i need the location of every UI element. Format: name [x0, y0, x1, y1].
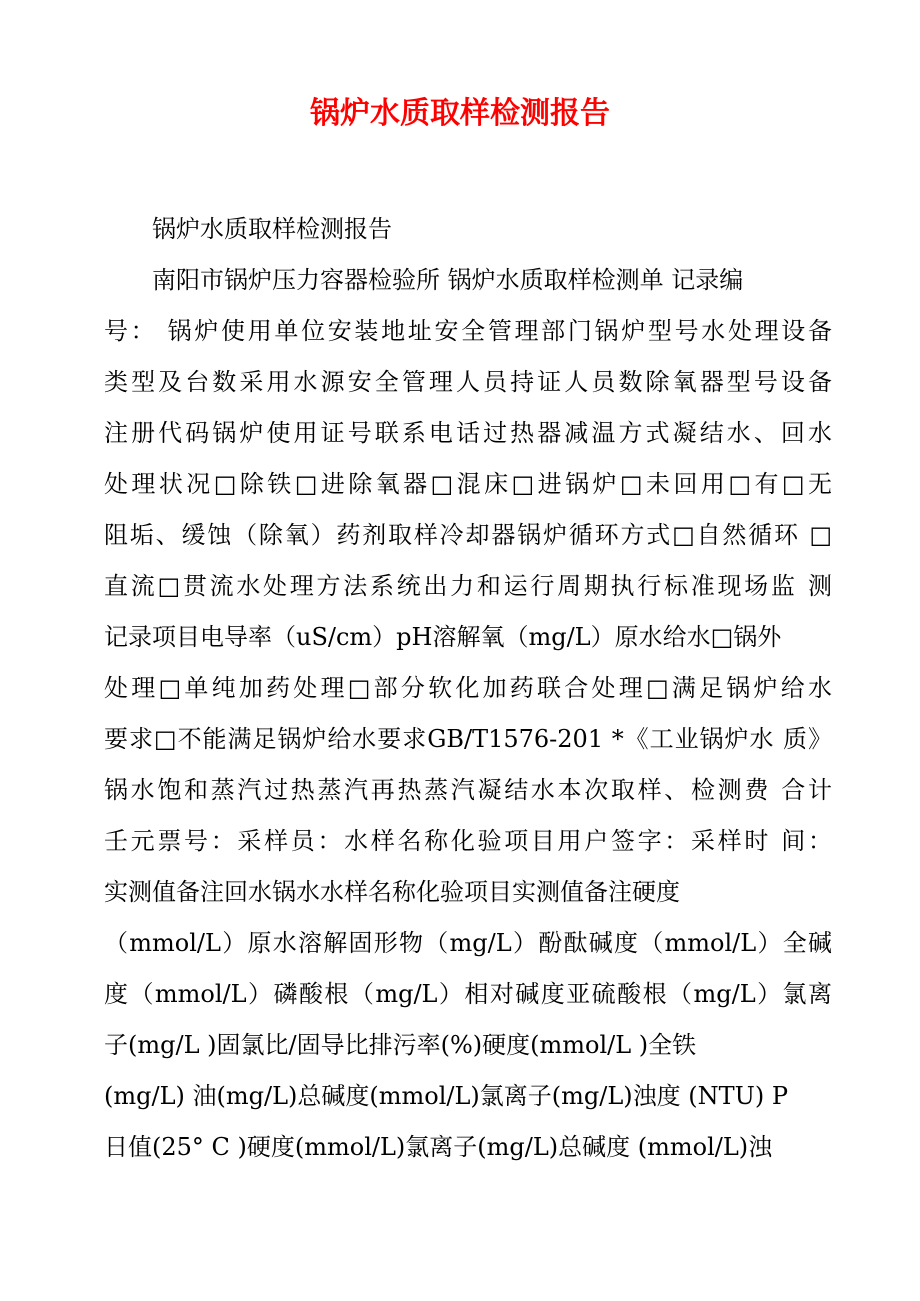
document-title: 锅炉水质取样检测报告 [310, 96, 610, 131]
body-line-13: 实测值备注回水锅水水样名称化验项目实测值备注硬度 [104, 878, 680, 906]
body-line-10: 要求□不能满足锅炉给水要求GB/T1576-201 *《工业锅炉水 质》 [104, 725, 832, 753]
body-line-12: 壬元票号：采样员：水样名称化验项目用户签字：采样时 间： [104, 827, 832, 855]
body-line-6: 阻垢、缓蚀（除氧）药剂取样冷却器锅炉循环方式□自然循环 □ [104, 521, 832, 549]
body-line-4: 注册代码锅炉使用证号联系电话过热器减温方式凝结水、回水 [104, 419, 832, 447]
body-line-11: 锅水饱和蒸汽过热蒸汽再热蒸汽凝结水本次取样、检测费 合计 [104, 776, 832, 804]
body-line-1: 南阳市锅炉压力容器检验所 锅炉水质取样检测单 记录编 [152, 266, 744, 294]
body-line-15: 度（mmol/L）磷酸根（mg/L）相对碱度亚硫酸根（mg/L）氯离 [104, 980, 832, 1008]
body-line-9: 处理□单纯加药处理□部分软化加药联合处理□满足锅炉给水 [104, 674, 832, 702]
body-line-7: 直流□贯流水处理方法系统出力和运行周期执行标准现场监 测 [104, 572, 832, 600]
body-line-2: 号： 锅炉使用单位安装地址安全管理部门锅炉型号水处理设备 [104, 317, 832, 345]
body-line-14: （mmol/L）原水溶解固形物（mg/L）酚酞碱度（mmol/L）全碱 [104, 929, 832, 957]
body-line-8: 记录项目电导率（uS/cm）pH溶解氧（mg/L）原水给水□锅外 [104, 623, 782, 651]
body-line-18: 日值(25° C )硬度(mmol/L)氯离子(mg/L)总碱度 (mmol/L)浊 [104, 1133, 773, 1161]
body-line-3: 类型及台数采用水源安全管理人员持证人员数除氧器型号设备 [104, 368, 832, 396]
body-line-16: 子(mg/L )固氯比/固导比排污率(%)硬度(mmol/L )全铁 [104, 1031, 697, 1059]
body-line-5: 处理状况□除铁□进除氧器□混床□进锅炉□未回用□有□无 [104, 470, 832, 498]
body-subtitle: 锅炉水质取样检测报告 [152, 215, 392, 243]
body-line-17: (mg/L) 油(mg/L)总碱度(mmol/L)氯离子(mg/L)浊度 (NTU) P [104, 1082, 788, 1110]
